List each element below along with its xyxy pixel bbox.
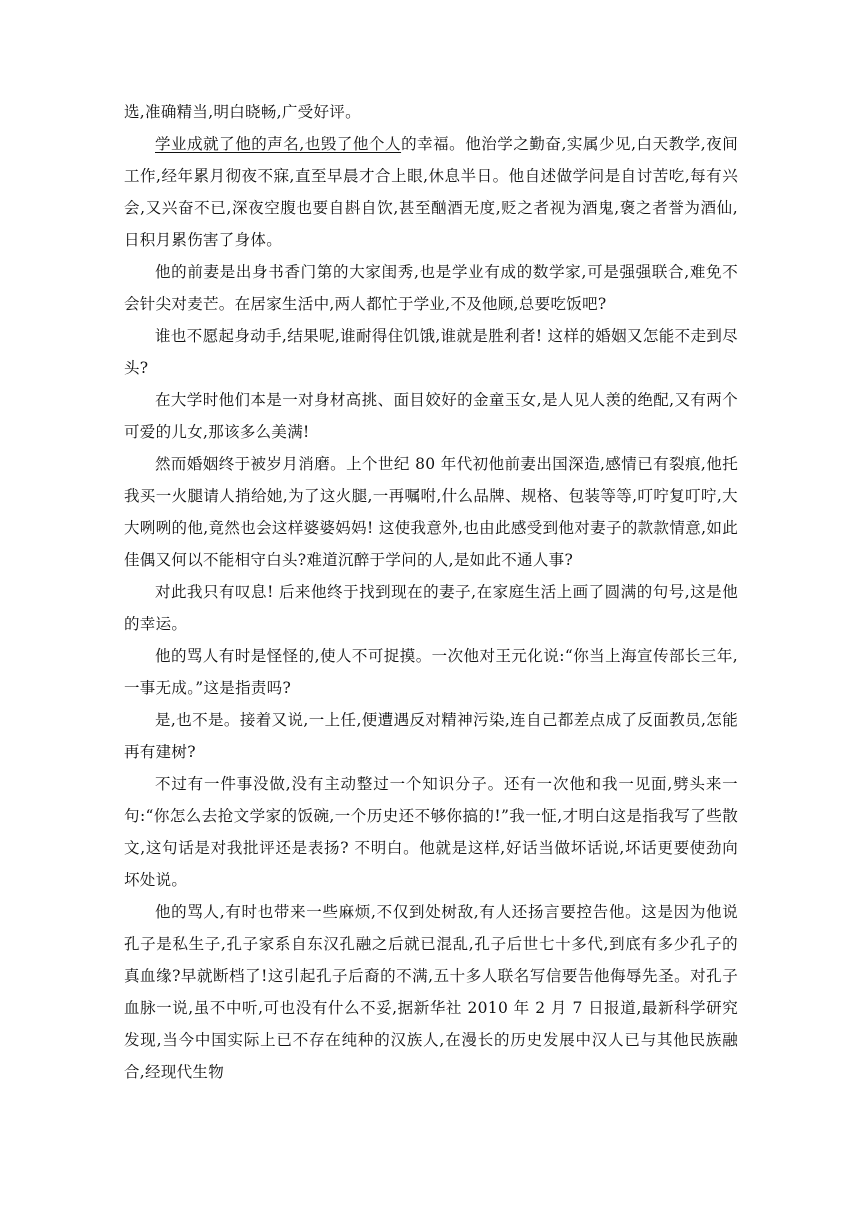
paragraph-text: 的幸福。他治学之勤奋,实属少见,白天教学,夜间工作,经年累月彻夜不寐,直至早晨才合上眼,休息半日。他自述做学问是自讨苦吃,每有兴会,又兴奋不已,深夜空腹也要自斟自饮,甚至酗酒无度,贬之者视为酒鬼,褒之者誉为酒仙,日积月累伤害了身体。 bbox=[124, 135, 739, 249]
paragraph-2 bbox=[124, 128, 738, 256]
paragraph-5 bbox=[124, 384, 738, 448]
paragraph-text: 谁也不愿起身动手,结果呢,谁耐得住饥饿,谁就是胜利者! 这样的婚姻又怎能不走到尽头? bbox=[124, 327, 738, 377]
paragraph-4 bbox=[124, 320, 738, 384]
article-body bbox=[124, 96, 738, 1088]
paragraph-3 bbox=[124, 256, 738, 320]
paragraph-text: 他的前妻是出身书香门第的大家闺秀,也是学业有成的数学家,可是强强联合,难免不会针尖对麦芒。在居家生活中,两人都忙于学业,不及他顾,总要吃饭吧? bbox=[124, 263, 738, 313]
paragraph-text: 他的骂人,有时也带来一些麻烦,不仅到处树敌,有人还扬言要控告他。这是因为他说孔子是私生子,孔子家系自东汉孔融之后就已混乱,孔子后世七十多代,到底有多少孔子的真血缘?早就断档了!这引起孔子后裔的不满,五十多人联名写信要告他侮辱先圣。对孔子血脉一说,虽不中听,可也没有什么不妥,据新华社 2010 年 2 月 7 日报道,最新科学研究发现,当今中国实际上已不存在纯种的汉族人,在漫长的历史发展中汉人已与其他民族融合,经现代生物 bbox=[124, 903, 738, 1081]
paragraph-text: 对此我只有叹息! 后来他终于找到现在的妻子,在家庭生活上画了圆满的句号,这是他的幸运。 bbox=[124, 583, 738, 633]
paragraph-9 bbox=[124, 704, 738, 768]
paragraph-8 bbox=[124, 640, 738, 704]
paragraph-text: 在大学时他们本是一对身材高挑、面目姣好的金童玉女,是人见人羡的绝配,又有两个可爱的儿女,那该多么美满! bbox=[124, 391, 738, 441]
paragraph-1 bbox=[124, 96, 738, 128]
underlined-phrase: 学业成就了他的声名,也毁了他个人 bbox=[155, 135, 402, 153]
paragraph-text: 选,准确精当,明白晓畅,广受好评。 bbox=[124, 103, 361, 121]
paragraph-11 bbox=[124, 896, 738, 1088]
paragraph-7 bbox=[124, 576, 738, 640]
paragraph-10 bbox=[124, 768, 738, 896]
paragraph-text: 他的骂人有时是怪怪的,使人不可捉摸。一次他对王元化说:“你当上海宣传部长三年,一事无成。”这是指责吗? bbox=[124, 647, 738, 697]
paragraph-text: 是,也不是。接着又说,一上任,便遭遇反对精神污染,连自己都差点成了反面教员,怎能再有建树? bbox=[124, 711, 738, 761]
paragraph-text: 不过有一件事没做,没有主动整过一个知识分子。还有一次他和我一见面,劈头来一句:“你怎么去抢文学家的饭碗,一个历史还不够你搞的!”我一怔,才明白这是指我写了些散文,这句话是对我批评还是表扬? 不明白。他就是这样,好话当做坏话说,坏话更要使劲向坏处说。 bbox=[124, 775, 738, 889]
paragraph-text: 然而婚姻终于被岁月消磨。上个世纪 80 年代初他前妻出国深造,感情已有裂痕,他托我买一火腿请人捎给她,为了这火腿,一再嘱咐,什么品牌、规格、包装等等,叮咛复叮咛,大大咧咧的他,竟然也会这样婆婆妈妈! 这使我意外,也由此感受到他对妻子的款款情意,如此佳偶又何以不能相守白头?难道沉醉于学问的人,是如此不通人事? bbox=[124, 455, 738, 569]
paragraph-6 bbox=[124, 448, 738, 576]
